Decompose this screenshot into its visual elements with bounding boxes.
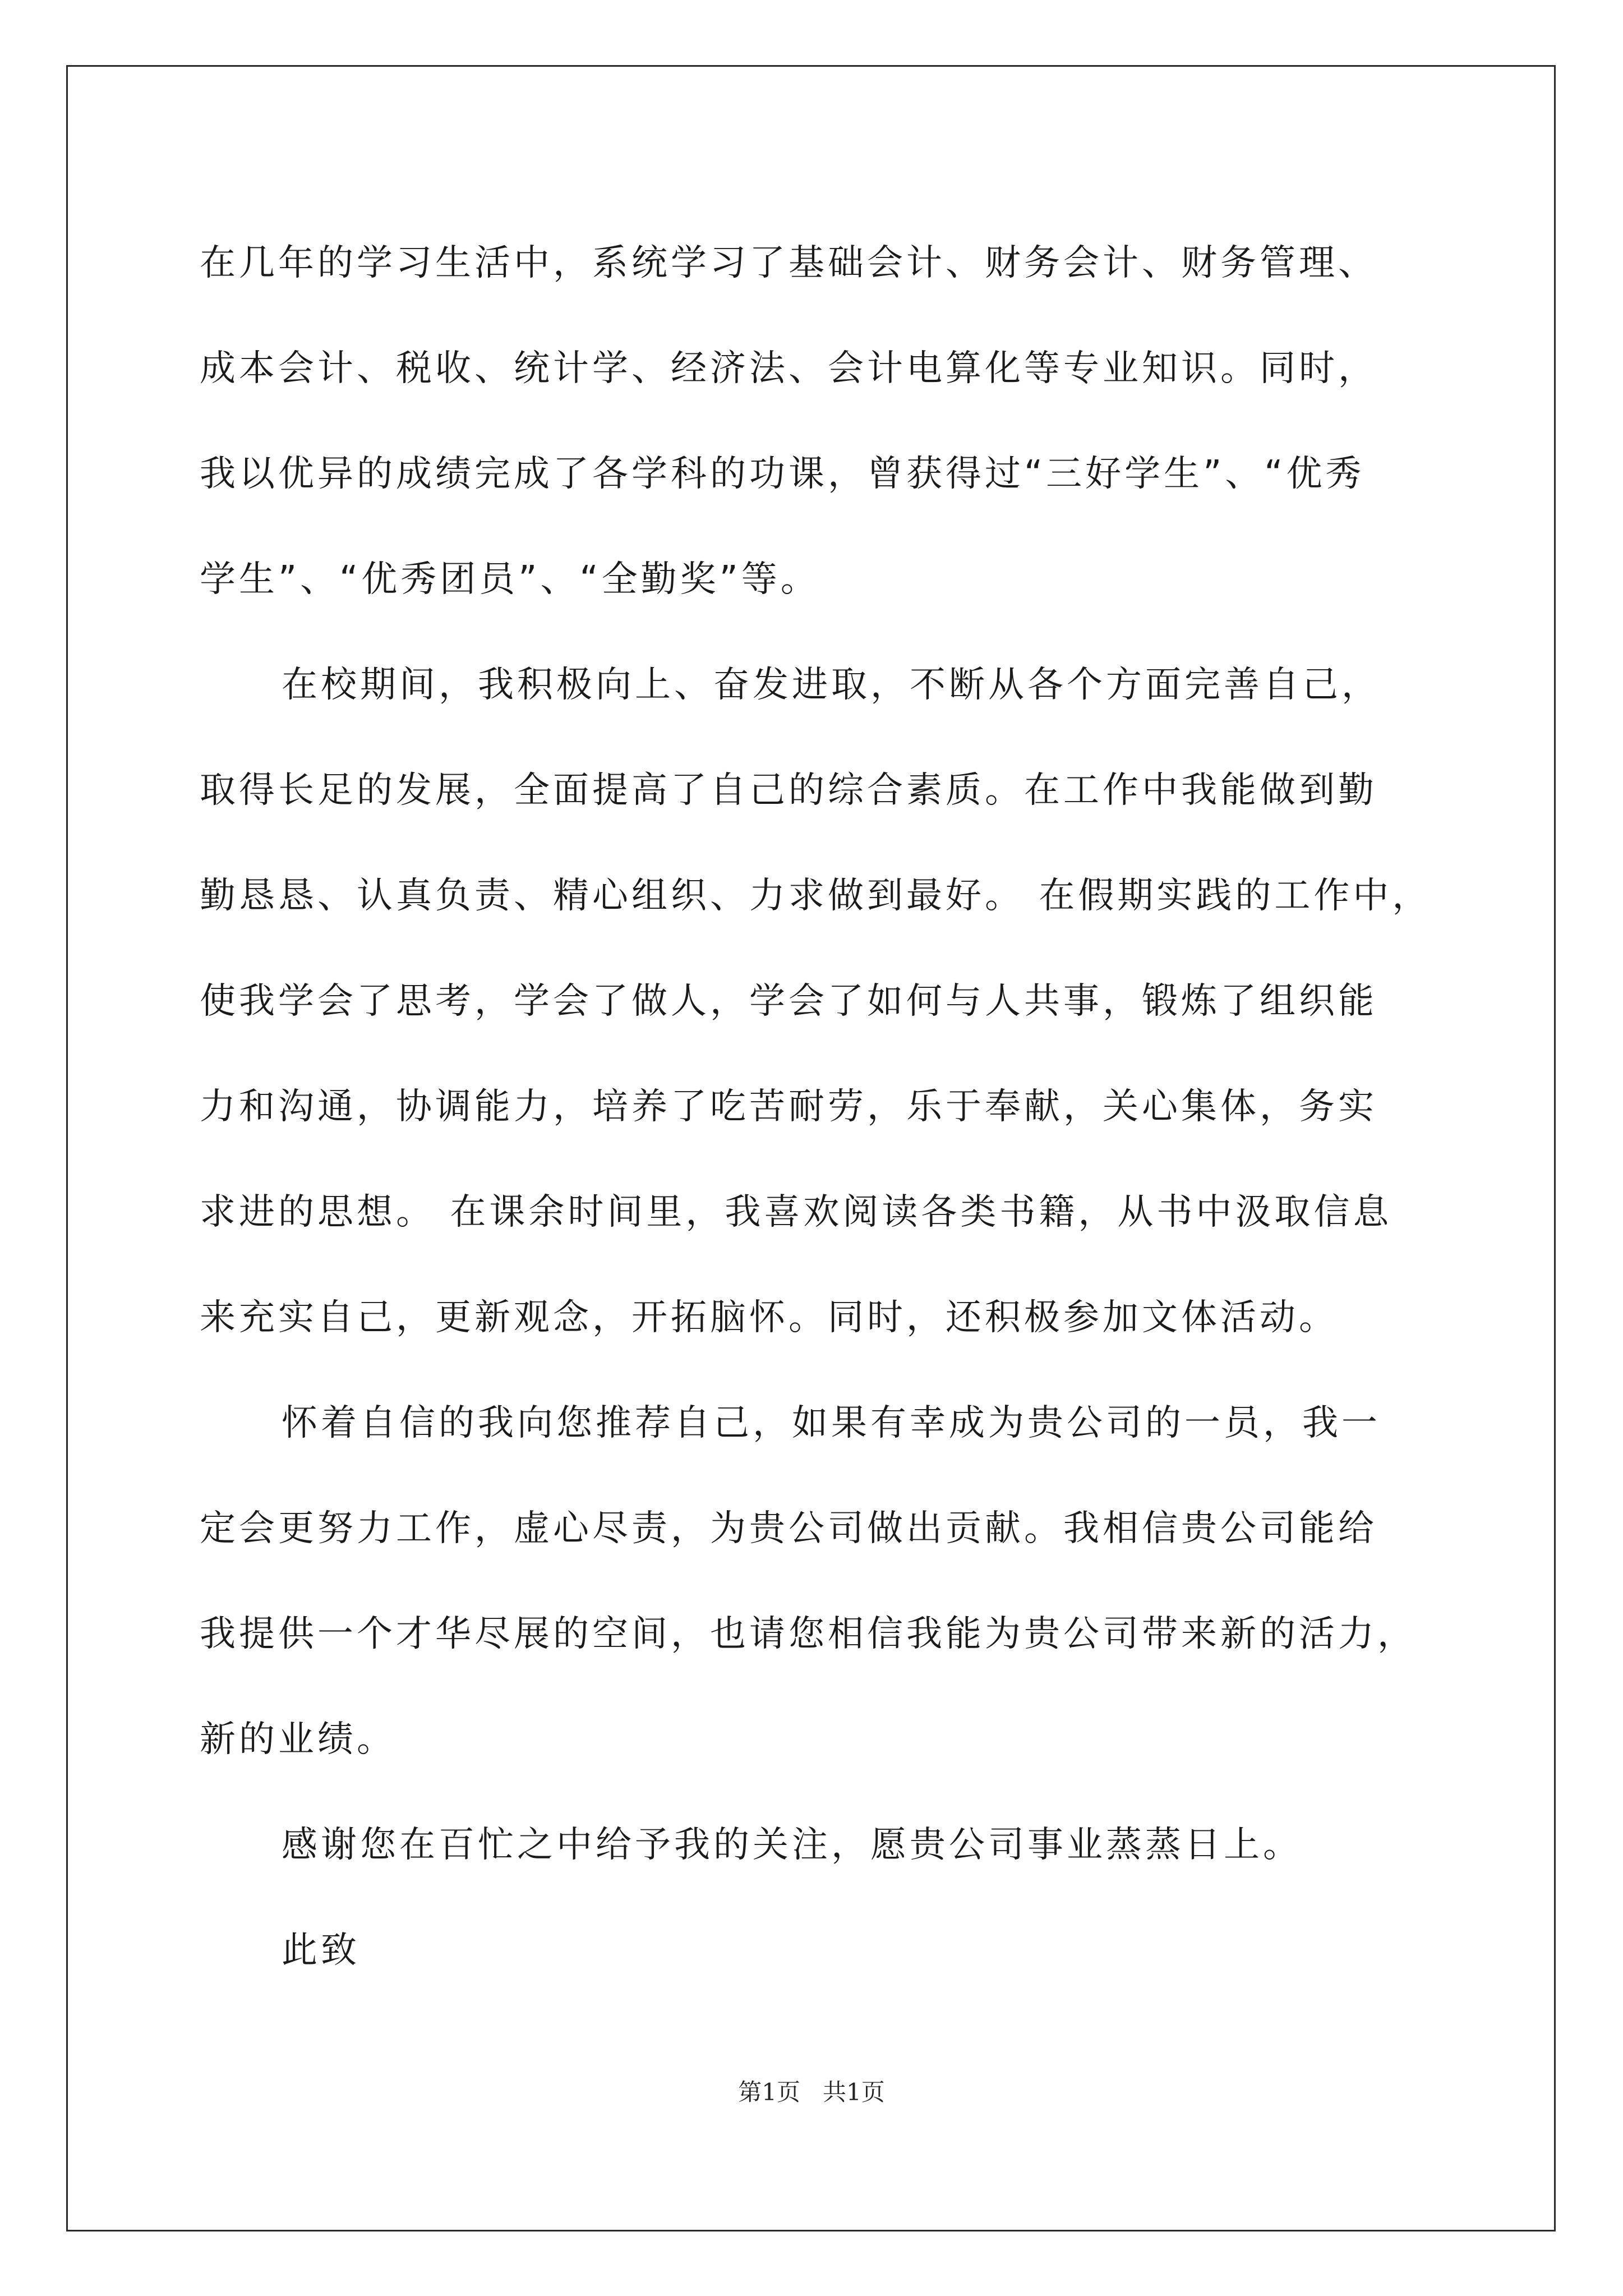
text-line: 来充实自己，更新观念，开拓脑怀。同时，还积极参加文体活动。 <box>200 1297 1338 1338</box>
page-footer <box>0 2076 1623 2109</box>
text-line: 我提供一个才华尽展的空间，也请您相信我能为贵公司带来新的活力， <box>200 1613 1417 1655</box>
text-line: 我以优异的成绩完成了各学科的功课，曾获得过“三好学生”、“优秀 <box>200 453 1365 495</box>
text-line: 力和沟通，协调能力，培养了吃苦耐劳，乐于奉献，关心集体，务实 <box>200 1086 1377 1128</box>
text-line: 怀着自信的我向您推荐自己，如果有幸成为贵公司的一员，我一 <box>282 1402 1381 1444</box>
text-line: 在校期间，我积极向上、奋发进取，不断从各个方面完善自己， <box>282 664 1381 706</box>
letter-body <box>200 210 1456 2003</box>
text-line: 取得长足的发展，全面提高了自己的综合素质。在工作中我能做到勤 <box>200 770 1377 811</box>
closing-salutation <box>200 1898 1456 2003</box>
paragraph-3 <box>200 1370 1456 1792</box>
text-line: 使我学会了思考，学会了做人，学会了如何与人共事，锻炼了组织能 <box>200 981 1377 1022</box>
text-line: 定会更努力工作，虚心尽责，为贵公司做出贡献。我相信贵公司能给 <box>200 1508 1377 1549</box>
page-total: 共1页 <box>823 2078 885 2106</box>
page-number: 第1页 <box>738 2078 800 2106</box>
text-line: 在几年的学习生活中，系统学习了基础会计、财务会计、财务管理、 <box>200 242 1377 284</box>
paragraph-2 <box>200 632 1456 1370</box>
text-line: 成本会计、税收、统计学、经济法、会计电算化等专业知识。同时， <box>200 348 1377 389</box>
paragraph-4 <box>200 1792 1456 1898</box>
text-line: 勤恳恳、认真负责、精心组织、力求做到最好。 在假期实践的工作中， <box>200 875 1432 917</box>
paragraph-1 <box>200 210 1456 632</box>
text-line: 此致 <box>282 1930 360 1971</box>
text-line: 学生”、“优秀团员”、“全勤奖”等。 <box>200 559 820 600</box>
text-line: 新的业绩。 <box>200 1719 396 1760</box>
text-line: 感谢您在百忙之中给予我的关注，愿贵公司事业蒸蒸日上。 <box>282 1824 1302 1866</box>
text-line: 求进的思想。 在课余时间里，我喜欢阅读各类书籍，从书中汲取信息 <box>200 1191 1393 1233</box>
